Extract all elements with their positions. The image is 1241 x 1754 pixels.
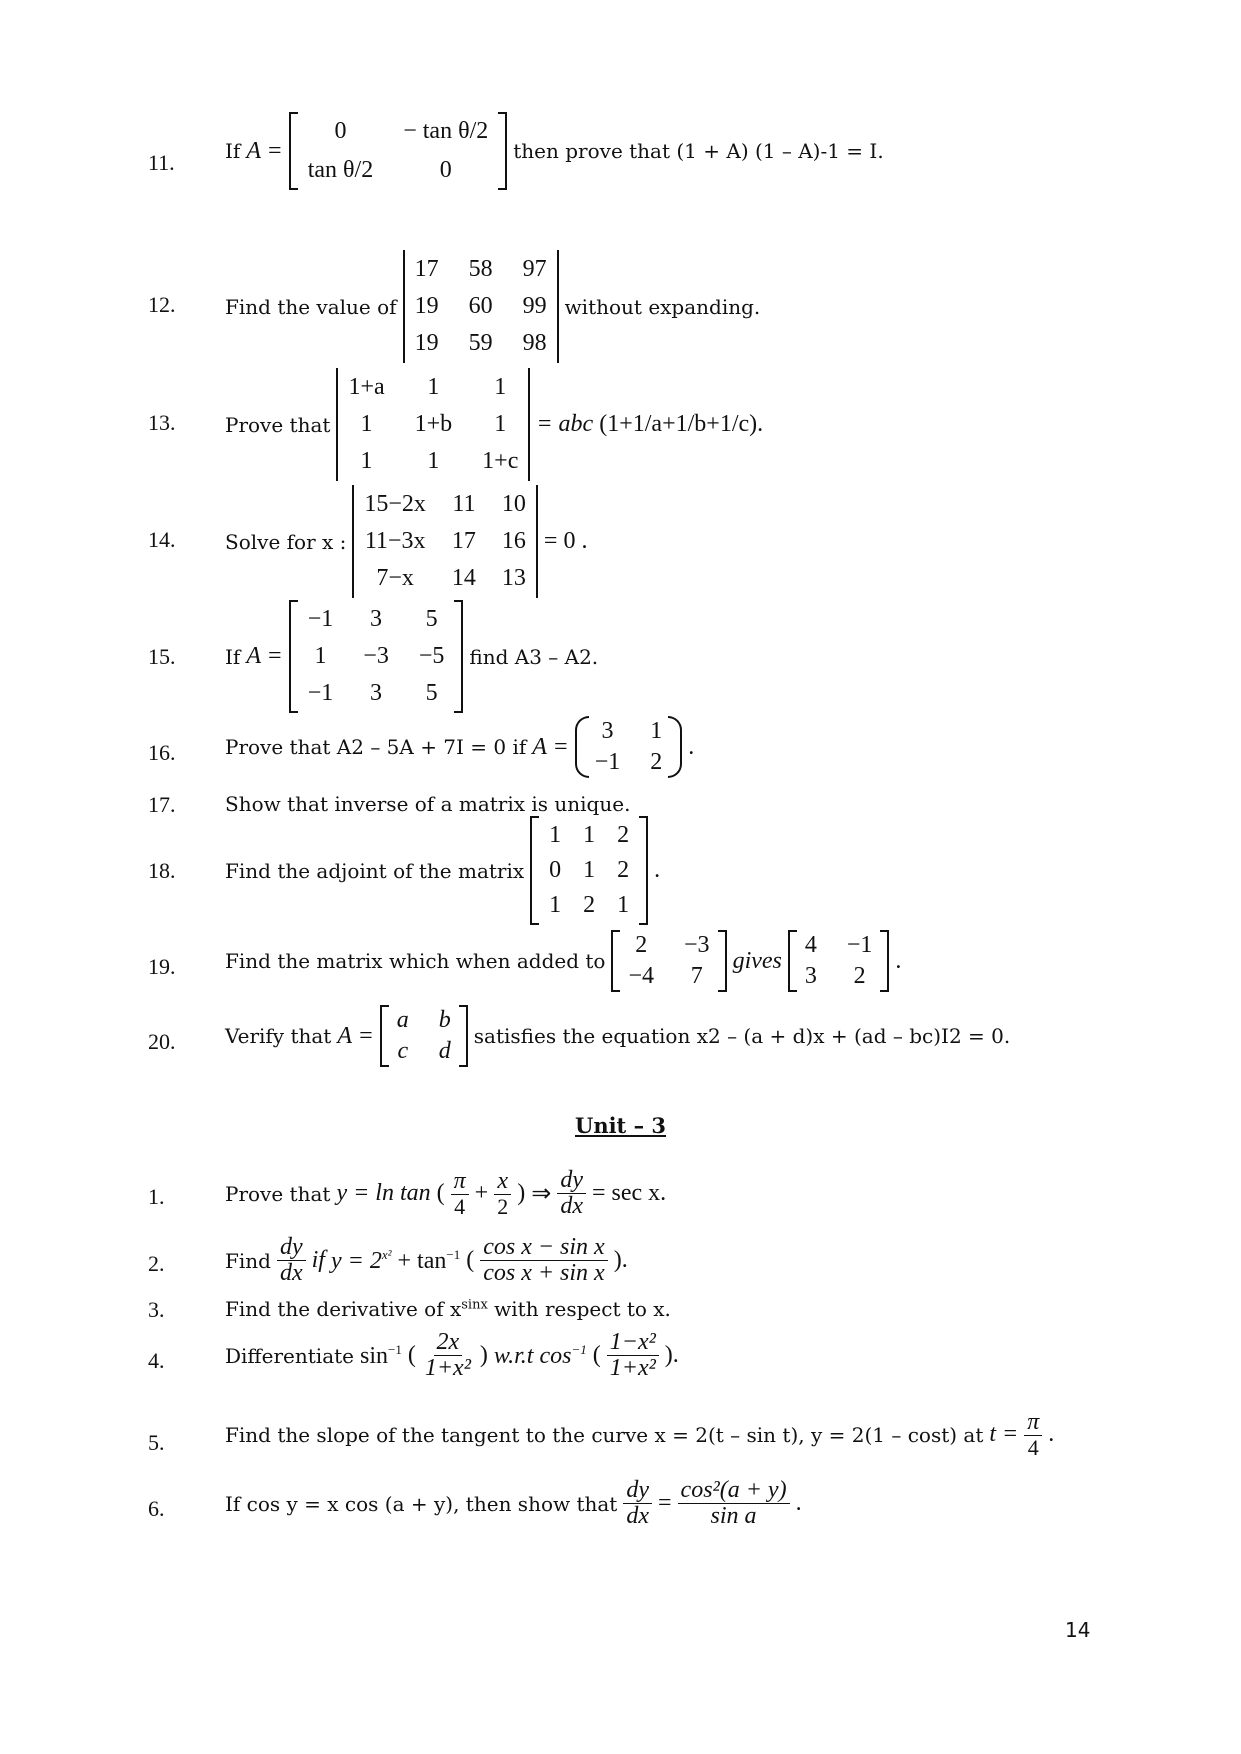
matrix-cell: 1 — [583, 857, 596, 883]
matrix-cell: −1 — [594, 749, 621, 775]
matrix-label: A = — [246, 137, 283, 164]
matrix-cell: 1 — [314, 643, 327, 669]
matrix-cell: b — [438, 1007, 451, 1033]
connector-text: gives — [732, 947, 782, 974]
expression: + tan — [397, 1247, 447, 1274]
matrix-cell: 3 — [370, 680, 383, 706]
matrix-cell: 1 — [650, 718, 663, 744]
matrix-cell: 59 — [468, 330, 493, 356]
matrix-cell: d — [438, 1038, 451, 1064]
matrix-cell: a — [396, 1007, 409, 1033]
matrix-cell: 0 — [439, 157, 452, 183]
determinant — [352, 485, 538, 598]
question-text: = 0 . — [543, 528, 588, 554]
matrix-cell: 2 — [635, 932, 648, 958]
question-text: with respect to x. — [494, 1297, 671, 1321]
matrix-cell: 2 — [617, 857, 630, 883]
unit-heading — [0, 1113, 1241, 1138]
question-text: Solve for x : — [225, 529, 347, 554]
unit-heading-text: Unit – 3 — [575, 1113, 666, 1138]
fraction: $\frac{dy}{dx}$ — [623, 1478, 652, 1529]
matrix-cell: 1+c — [482, 448, 519, 474]
question-text: satisfies the equation x2 – (a + d)x + (ad – bc)I2 = 0. — [473, 1024, 1011, 1048]
question-number: 16. — [148, 740, 176, 765]
question-number: 12. — [148, 292, 176, 317]
matrix-cell: 19 — [414, 330, 439, 356]
matrix — [380, 1005, 468, 1067]
exponent: x² — [381, 1246, 392, 1262]
matrix-cell: 1+b — [414, 411, 453, 437]
matrix-cell: 14 — [451, 565, 476, 591]
question-number: 15. — [148, 644, 176, 669]
question-text: If cos y = x cos (a + y), then show that — [225, 1491, 618, 1516]
question-number: 18. — [148, 858, 176, 883]
matrix-cell: 2 — [583, 892, 596, 918]
question-text: Find — [225, 1248, 271, 1273]
matrix-cell: 5 — [425, 680, 438, 706]
matrix-cell: −1 — [307, 680, 334, 706]
matrix-cell: 0 — [549, 857, 562, 883]
matrix-cell: 3 — [370, 606, 383, 632]
matrix-cell: 1 — [549, 822, 562, 848]
question-number: 13. — [148, 410, 176, 435]
matrix-cell: 7 — [690, 963, 703, 989]
matrix-cell: 2 — [617, 822, 630, 848]
fraction: $\frac{2x}{\text{1+x²}}$ — [424, 1329, 471, 1382]
matrix-cell: 1 — [360, 411, 373, 437]
fraction: $\frac{\text{cos²(a + y)}}{\text{sin a}}$ — [678, 1478, 790, 1529]
question-text: If — [225, 139, 241, 163]
question-number: 5. — [148, 1430, 165, 1455]
equals-sign: = — [658, 1490, 672, 1517]
matrix-cell: 13 — [501, 565, 526, 591]
matrix-cell: −3 — [684, 932, 710, 958]
matrix-cell: 1 — [427, 448, 440, 474]
question-number: 2. — [148, 1251, 165, 1276]
matrix-cell: 1 — [494, 411, 507, 437]
connector-text: if — [311, 1247, 325, 1274]
page-number: 14 — [1065, 1618, 1091, 1642]
matrix-cell: 3 — [804, 963, 817, 989]
matrix-cell: −1 — [307, 606, 334, 632]
matrix-cell: 2 — [650, 749, 663, 775]
fraction: $\frac{x}{2}$ — [494, 1169, 511, 1218]
determinant — [403, 250, 559, 363]
fraction: $\frac{dy}{dx}$ — [277, 1235, 306, 1286]
matrix-cell: 1 — [617, 892, 630, 918]
question-text: Prove that A2 – 5A + 7I = 0 if — [225, 735, 527, 759]
connector-text: w.r.t cos — [493, 1342, 572, 1369]
paren-content: 1+1/a+1/b+1/c — [607, 411, 750, 437]
matrix-cell: 4 — [804, 932, 817, 958]
matrix — [788, 930, 890, 992]
question-text: Verify that — [225, 1024, 332, 1048]
exponent: −1 — [446, 1246, 461, 1262]
expression: y = 2 — [330, 1247, 382, 1274]
implies-symbol: ⇒ — [531, 1181, 552, 1208]
question-text: Find the adjoint of the matrix — [225, 858, 525, 883]
exponent: −1 — [388, 1341, 402, 1357]
matrix-cell: −5 — [418, 643, 445, 669]
function-name: sin — [359, 1342, 388, 1369]
matrix-cell: 11−3x — [364, 528, 426, 554]
matrix-cell: 16 — [501, 528, 526, 554]
question-text: If — [225, 644, 241, 669]
matrix — [575, 716, 683, 778]
question-text: find A3 – A2. — [469, 644, 599, 669]
matrix-cell: 19 — [414, 293, 439, 319]
question-text: Find the matrix which when added to — [225, 949, 606, 973]
matrix-cell: −4 — [628, 963, 655, 989]
question-text: = sec x. — [591, 1180, 667, 1207]
matrix-cell: 60 — [468, 293, 493, 319]
exponent: sinx — [461, 1297, 488, 1313]
paren-expression: (1+1/a+1/b+1/c). — [599, 411, 764, 437]
question-text: Find the derivative of x — [225, 1297, 462, 1321]
question-number: 17. — [148, 792, 176, 817]
matrix-cell: 0 — [334, 118, 347, 144]
matrix-cell: 99 — [522, 293, 547, 319]
matrix-label: A = — [532, 733, 569, 760]
question-text: Show that inverse of a matrix is unique. — [225, 792, 631, 816]
matrix-cell: 1 — [549, 892, 562, 918]
question-text: Differentiate — [225, 1343, 354, 1368]
matrix — [530, 816, 648, 925]
matrix-cell: 1 — [583, 822, 596, 848]
matrix — [289, 112, 508, 190]
matrix-cell: 17 — [414, 256, 439, 282]
fraction: $\frac{dy}{dx}$ — [557, 1168, 586, 1219]
matrix-cell: 98 — [522, 330, 547, 356]
matrix-cell: 1 — [360, 448, 373, 474]
matrix-cell: 15−2x — [364, 491, 426, 517]
question-number: 6. — [148, 1496, 165, 1521]
question-text: Find the value of — [225, 294, 397, 319]
question-number: 14. — [148, 527, 176, 552]
matrix-cell: 5 — [425, 606, 438, 632]
fraction: $\frac{\pi}{4}$ — [451, 1169, 469, 1218]
matrix-cell: 7−x — [376, 565, 414, 591]
matrix-cell: tan θ/2 — [307, 157, 374, 183]
matrix-cell: 2 — [853, 963, 866, 989]
question-number: 4. — [148, 1348, 165, 1373]
question-text: without expanding. — [564, 294, 761, 319]
question-number: 1. — [148, 1184, 165, 1209]
matrix — [289, 600, 464, 713]
matrix-cell: 17 — [451, 528, 476, 554]
fraction: $\frac{\text{cos x − sin x}}{\text{cos x + sin x}}$ — [480, 1235, 608, 1286]
expression: y = ln tan — [336, 1180, 431, 1207]
matrix-cell: −3 — [363, 643, 389, 669]
determinant — [336, 368, 530, 481]
matrix-cell: 58 — [468, 256, 493, 282]
expression: t = — [989, 1421, 1019, 1448]
matrix-cell: 97 — [522, 256, 547, 282]
matrix-cell: 1+a — [348, 374, 385, 400]
question-text: Prove that — [225, 412, 331, 437]
question-number: 20. — [148, 1029, 176, 1054]
question-number: 3. — [148, 1297, 165, 1322]
question-text: then prove that (1 + A) (1 – A)-1 = I. — [513, 139, 884, 163]
matrix-label: A = — [246, 643, 283, 669]
matrix — [611, 930, 726, 992]
question-number: 19. — [148, 954, 176, 979]
fraction: $\frac{\pi}{4}$ — [1024, 1410, 1042, 1459]
document-page: 11. If A = 0 − tan θ/2 tan θ/2 0 then prove that (1 + A) (1 – A)-1 = I. 12. Find the value of 17 58 97 19 60 99 19 59 98 without expanding. 13. Prove that 1+a 1 1 1 1+b 1 1 1 1+c = abc (1+1/a+1/b+1/c). 14. Solve for x : 15−2x 11 10 11−3x 17 16 7−x 14 13 = 0 . 15. If A = −1 3 5 1 −3 −5 −1 3 5 find A3 – A2. 16. Prove that A2 – 5A + 7I = 0 if A = 3 1 −1 2 . 17. Show that inverse of a matrix is unique. 18. Find the adjoint of the matrix 1 1 2 0 1 2 1 2 1 . 19. Find the matrix which when added to 2 −3 −4 7 gives 4 −1 3 2 . 20. Verify that A = a b c d satisfies the equation x2 – (a + d)x + (ad – bc)I2 = 0. Unit – 3 1. Prove that y = ln tan ( $\frac{\pi}{4}$ + $\frac{x}{2}$ ) ⇒ $\frac{dy}{dx}$ = sec x. 2. Find $\frac{dy}{dx}$ if $y = 2^{x^2}$ + $\tan^{-1}$ ( $\frac{\text{cos x − sin x}}{\text{cos x + sin x}}$ ). 3. Find the derivative of $x^{sinx}$ with respect to x. 4. Differentiate $\sin^{-1}$ ( $\frac{2x}{\text{1+x²}}$ ) w.r.t $\cos^{-1}$ ( $\frac{\text{1−x²}}{\text{1+x²}}$ ). 5. Find the slope of the tangent to the curve x = 2(t – sin t), y = 2(1 – cost) at t = $\frac{\pi}{4}$ . 6. If cos y = x cos (a + y), then show that $\frac{dy}{dx}$ = $\frac{\text{cos²(a + y)}}{\text{sin a}}$ . 14 — [0, 0, 1241, 1754]
matrix-cell: 1 — [427, 374, 440, 400]
matrix-label: A = — [337, 1022, 374, 1049]
question-text: Prove that — [225, 1181, 331, 1206]
equation-rhs: = abc — [536, 411, 594, 437]
matrix-cell: 1 — [494, 374, 507, 400]
matrix-cell: 10 — [501, 491, 526, 517]
matrix-cell: 3 — [601, 718, 614, 744]
matrix-cell: c — [397, 1038, 409, 1064]
exponent: −1 — [571, 1341, 587, 1357]
question-number: 11. — [148, 150, 175, 175]
question-text: Find the slope of the tangent to the curve x = 2(t – sin t), y = 2(1 – cost) at — [225, 1422, 984, 1447]
matrix-cell: − tan θ/2 — [403, 118, 489, 144]
matrix-cell: 11 — [452, 491, 476, 517]
matrix-cell: −1 — [846, 932, 873, 958]
fraction: $\frac{\text{1−x²}}{\text{1+x²}}$ — [607, 1330, 659, 1381]
